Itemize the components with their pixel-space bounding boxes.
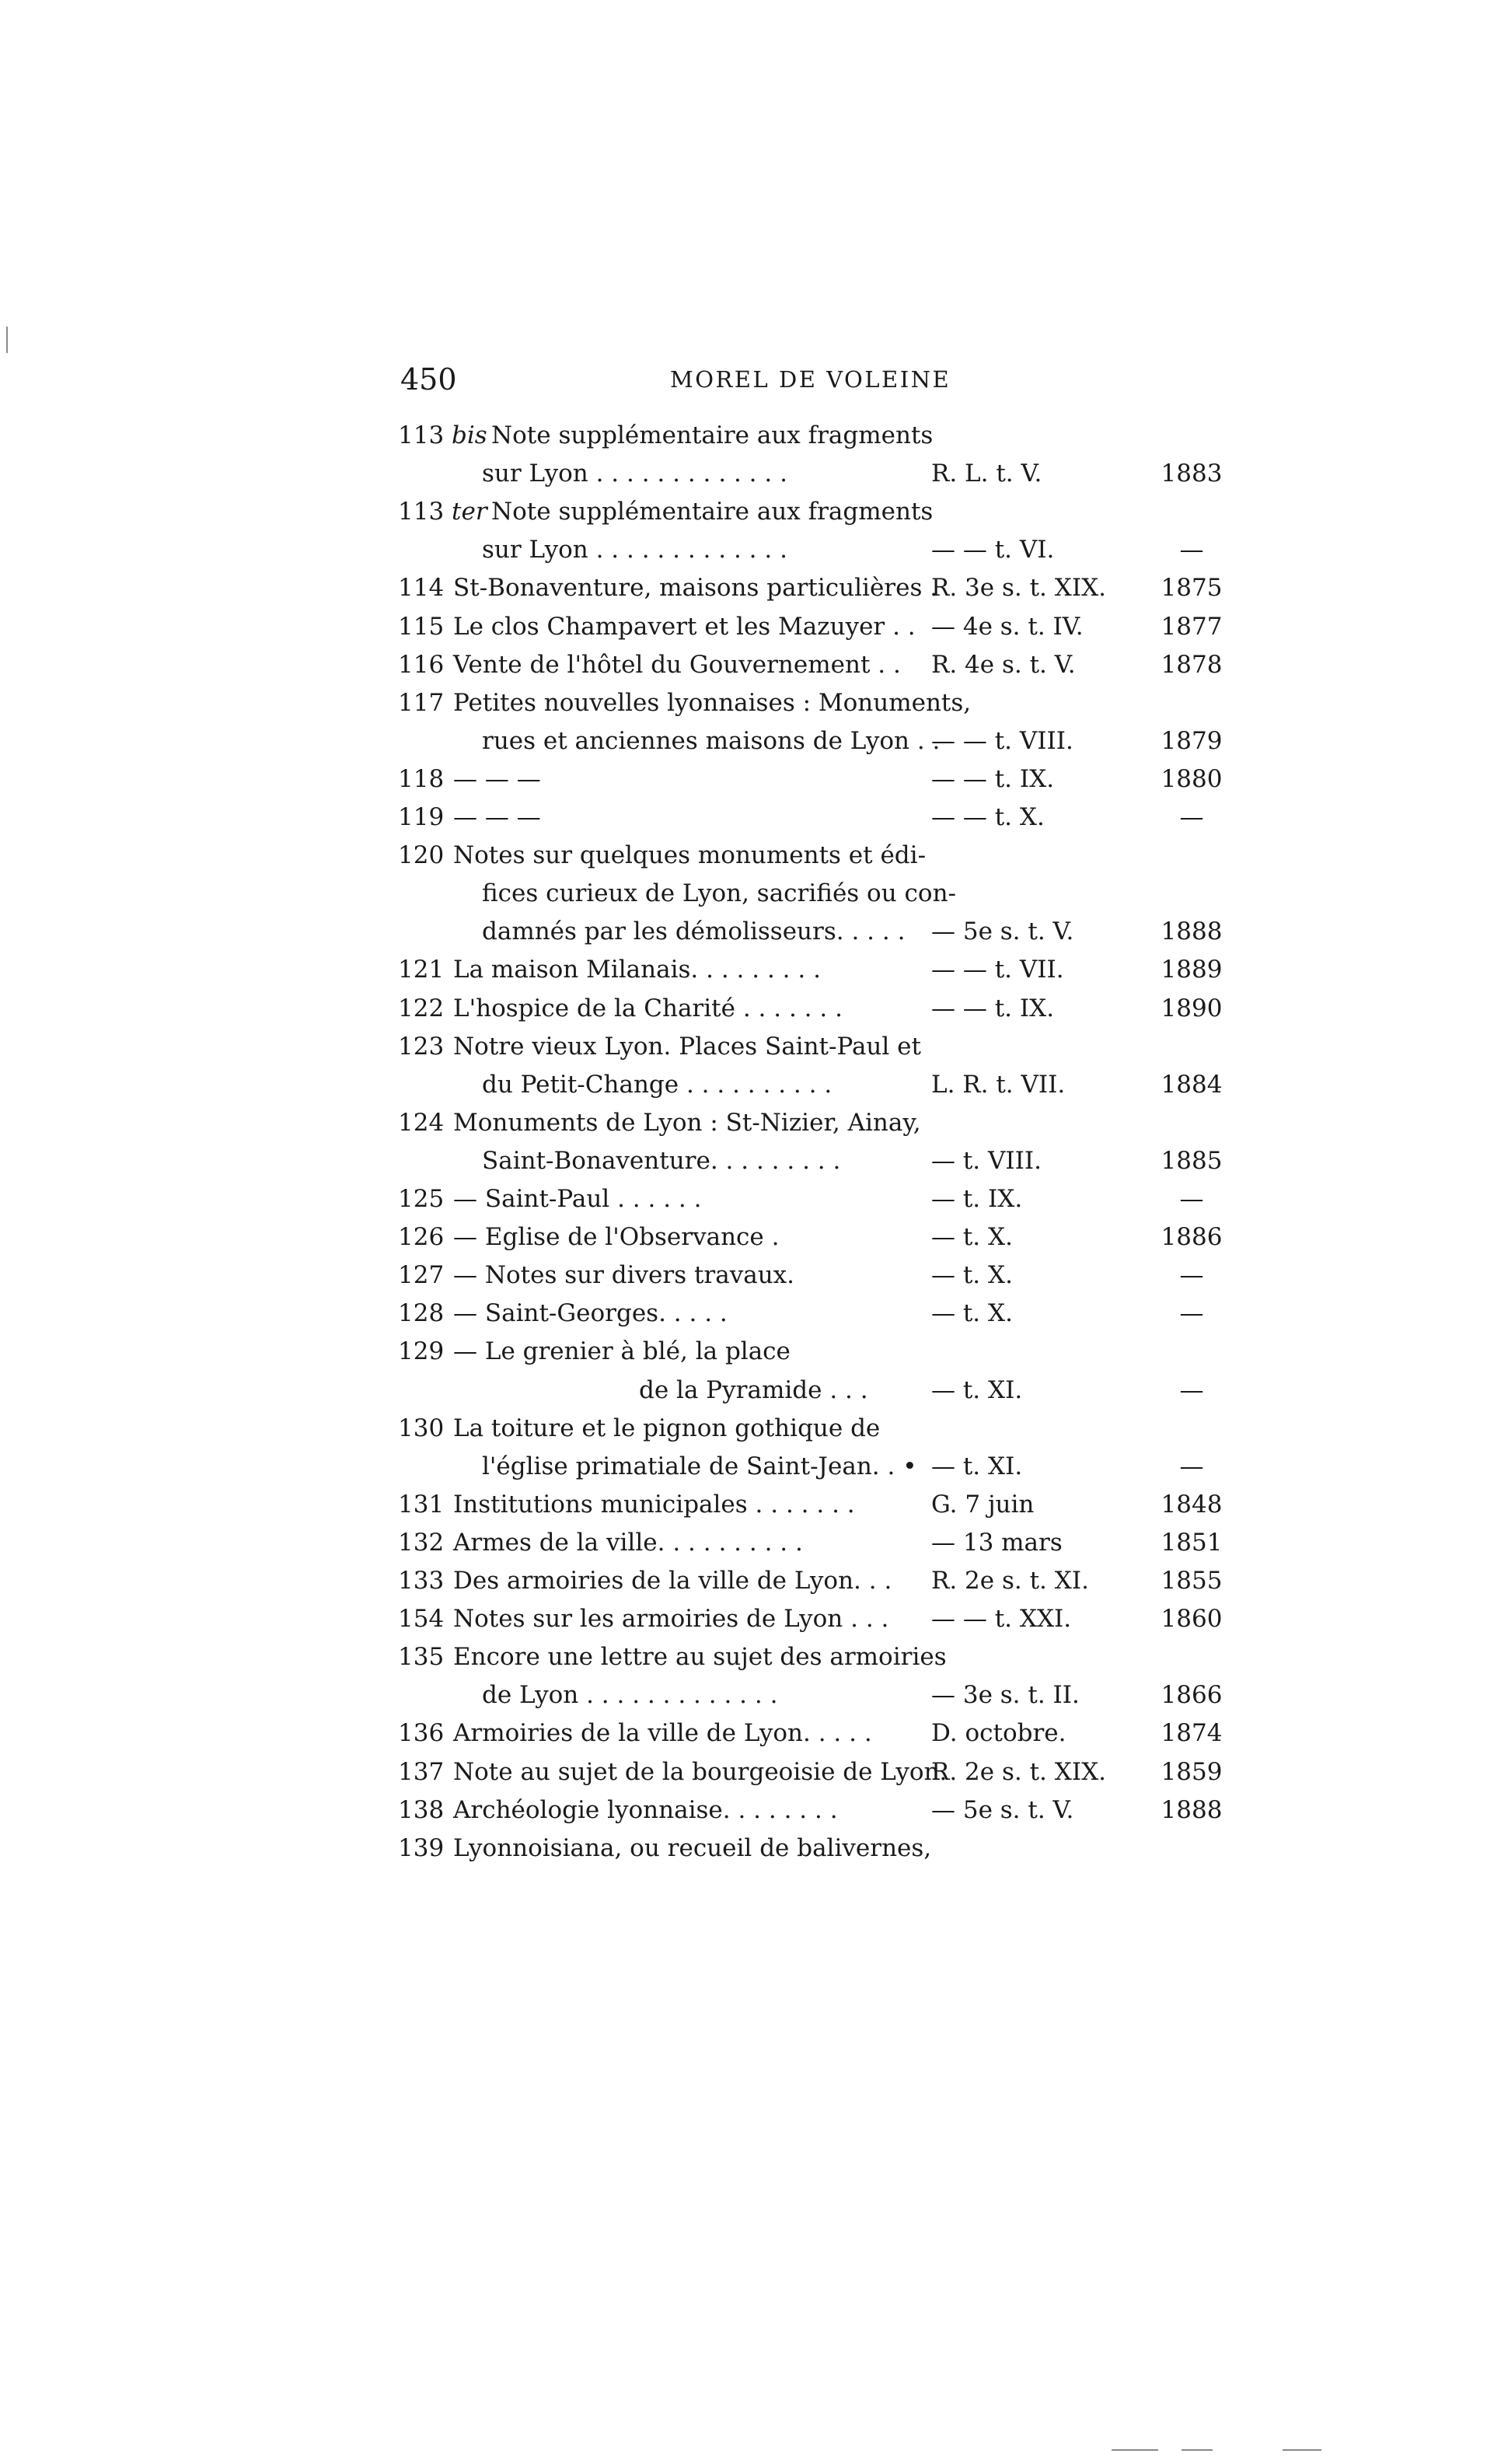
entry-title: La toiture et le pignon gothique de (453, 1414, 881, 1442)
entry-row (0, 648, 1487, 682)
entry-source: — 13 mars (931, 1528, 1063, 1557)
entry-row (0, 1640, 1487, 1674)
entry-title: Institutions municipales . . . . . . . (453, 1490, 855, 1519)
entry-year: 1888 (1161, 1795, 1223, 1824)
entry-source: — 5e s. t. V. (931, 1795, 1074, 1824)
scan-mark-bottom-2 (1182, 2449, 1213, 2451)
running-title: MOREL DE VOLEINE (670, 366, 951, 393)
entry-row (0, 1678, 1487, 1712)
entry-number: 113 ter (398, 498, 487, 526)
entry-row (0, 610, 1487, 644)
entry-number: 115 (398, 612, 445, 641)
entry-year: 1875 (1161, 574, 1223, 603)
entry-number: 154 (398, 1605, 445, 1634)
entry-source: — — t. XXI. (931, 1605, 1072, 1634)
entry-title: Note supplémentaire aux fragments (491, 498, 934, 526)
entry-number: 137 (398, 1757, 445, 1786)
entry-number: 131 (398, 1490, 445, 1519)
entry-year: — (1179, 1375, 1204, 1404)
entry-title: — — — (453, 803, 541, 831)
entry-year: — (1179, 536, 1204, 564)
scan-mark-left (6, 327, 8, 353)
entry-title: l'église primatiale de Saint-Jean. . • (482, 1452, 917, 1480)
entry-title: Note supplémentaire aux fragments (491, 421, 934, 449)
entry-year: 1890 (1161, 994, 1223, 1022)
entry-year: 1879 (1161, 726, 1223, 755)
entry-title: de la Pyramide . . . (639, 1375, 868, 1404)
entry-source: — — t. VIII. (931, 726, 1073, 755)
entry-row (0, 1602, 1487, 1636)
entry-source: — t. XI. (931, 1375, 1023, 1404)
entry-title: Des armoiries de la ville de Lyon. . . (453, 1567, 892, 1595)
entry-row (0, 1182, 1487, 1216)
entry-source: — t. X. (931, 1223, 1013, 1252)
entry-number: 117 (398, 688, 445, 717)
entry-number: 138 (398, 1795, 445, 1824)
entry-source: R. L. t. V. (931, 460, 1042, 488)
entry-source: L. R. t. VII. (931, 1070, 1066, 1099)
entry-title: La maison Milanais. . . . . . . . . (453, 956, 821, 984)
entry-title: Notes sur les armoiries de Lyon . . . (453, 1605, 889, 1634)
entry-source: R. 4e s. t. V. (931, 650, 1076, 679)
entry-title: St-Bonaventure, maisons particulières . (453, 574, 938, 603)
entry-row (0, 1526, 1487, 1560)
entry-title: Vente de l'hôtel du Gouvernement . . (453, 650, 901, 679)
entry-number: 121 (398, 956, 445, 984)
entry-number: 116 (398, 650, 445, 679)
entry-year: — (1179, 803, 1204, 831)
entry-number: 119 (398, 803, 445, 831)
entry-row (0, 1411, 1487, 1445)
entry-number: 130 (398, 1414, 445, 1442)
entry-source: — t. X. (931, 1261, 1013, 1290)
entry-row (0, 1296, 1487, 1330)
entry-number: 136 (398, 1719, 445, 1748)
entry-source: — t. VIII. (931, 1146, 1042, 1175)
entry-source: — 3e s. t. II. (931, 1681, 1080, 1710)
entry-title: — Saint-Georges. . . . . (453, 1299, 728, 1328)
entry-number: 124 (398, 1108, 445, 1137)
entry-title: damnés par les démolisseurs. . . . . (482, 917, 906, 946)
entry-title: Saint-Bonaventure. . . . . . . . . (482, 1146, 841, 1175)
entry-number: 118 (398, 764, 445, 793)
entry-title: Petites nouvelles lyonnaises : Monuments, (453, 688, 972, 717)
entry-title: Note au sujet de la bourgeoisie de Lyon. (453, 1757, 948, 1786)
entry-row (0, 418, 1487, 453)
entry-title: Archéologie lyonnaise. . . . . . . . (453, 1795, 838, 1824)
entry-year: 1880 (1161, 764, 1223, 793)
entry-title: Encore une lettre au sujet des armoiries (453, 1643, 947, 1672)
entry-title: — Saint-Paul . . . . . . (453, 1185, 702, 1213)
entry-source: R. 3e s. t. XIX. (931, 574, 1106, 603)
entry-year: 1883 (1161, 460, 1223, 488)
entry-source: — t. X. (931, 1299, 1013, 1328)
entry-source: — t. IX. (931, 1185, 1023, 1213)
entry-source: — 4e s. t. IV. (931, 612, 1084, 641)
entry-title: sur Lyon . . . . . . . . . . . . . (482, 536, 787, 564)
entry-year: 1886 (1161, 1223, 1223, 1252)
entry-number: 113 bis (398, 421, 487, 449)
entry-number: 129 (398, 1337, 445, 1366)
entry-row (0, 838, 1487, 872)
entry-source: — — t. IX. (931, 764, 1055, 793)
page-number: 450 (400, 362, 457, 397)
entry-title: rues et anciennes maisons de Lyon . . (482, 726, 941, 755)
entry-title: Notes sur quelques monuments et édi- (453, 841, 927, 870)
entry-row (0, 571, 1487, 605)
entry-year: 1884 (1161, 1070, 1223, 1099)
entry-title: Armes de la ville. . . . . . . . . . (453, 1528, 803, 1557)
entry-number: 139 (398, 1833, 445, 1862)
entry-number: 123 (398, 1032, 445, 1061)
entry-title: fices curieux de Lyon, sacrifiés ou con- (482, 879, 957, 908)
entry-row (0, 456, 1487, 491)
entry-title: Le clos Champavert et les Mazuyer . . (453, 612, 916, 641)
entry-source: — — t. X. (931, 803, 1045, 831)
entry-title: L'hospice de la Charité . . . . . . . (453, 994, 843, 1022)
entry-row (0, 876, 1487, 910)
entry-number: 120 (398, 841, 445, 870)
entry-year: — (1179, 1185, 1204, 1213)
entry-year: 1851 (1161, 1528, 1223, 1557)
entry-year: 1860 (1161, 1605, 1223, 1634)
entry-row (0, 724, 1487, 758)
entry-row (0, 952, 1487, 987)
entry-title: Notre vieux Lyon. Places Saint-Paul et (453, 1032, 921, 1061)
entry-number: 126 (398, 1223, 445, 1252)
entry-source: D. octobre. (931, 1719, 1066, 1748)
entry-title: Armoiries de la ville de Lyon. . . . . (453, 1719, 872, 1748)
entry-number: 132 (398, 1528, 445, 1557)
entry-row (0, 1793, 1487, 1827)
entry-year: 1878 (1161, 650, 1223, 679)
entry-title: — Eglise de l'Observance . (453, 1223, 780, 1252)
entry-title: — — — (453, 764, 541, 793)
entry-year: 1888 (1161, 917, 1223, 946)
entry-row (0, 1068, 1487, 1102)
entry-year: 1885 (1161, 1146, 1223, 1175)
entry-number: 114 (398, 574, 445, 603)
entry-title: sur Lyon . . . . . . . . . . . . . (482, 460, 787, 488)
entry-title: Monuments de Lyon : St-Nizier, Ainay, (453, 1108, 921, 1137)
entry-source: — t. XI. (931, 1452, 1023, 1480)
entry-row (0, 762, 1487, 796)
scan-mark-bottom-1 (1112, 2449, 1158, 2451)
entry-row (0, 686, 1487, 720)
entry-row (0, 1373, 1487, 1407)
entry-row (0, 1334, 1487, 1368)
entry-source: R. 2e s. t. XIX. (931, 1757, 1106, 1786)
entry-title: Lyonnoisiana, ou recueil de balivernes, (453, 1833, 932, 1862)
entry-year: 1859 (1161, 1757, 1223, 1786)
entry-row (0, 1831, 1487, 1865)
entry-source: — — t. IX. (931, 994, 1055, 1022)
entry-title: — Le grenier à blé, la place (453, 1337, 791, 1366)
entry-row (0, 991, 1487, 1026)
entry-row (0, 1220, 1487, 1254)
entry-number: 133 (398, 1567, 445, 1595)
entry-year: 1889 (1161, 956, 1223, 984)
entry-row (0, 495, 1487, 529)
entry-row (0, 1258, 1487, 1292)
entry-number: 122 (398, 994, 445, 1022)
entry-source: — — t. VI. (931, 536, 1055, 564)
entry-row (0, 1449, 1487, 1484)
entry-year: — (1179, 1299, 1204, 1328)
entry-row (0, 800, 1487, 834)
entry-row (0, 533, 1487, 567)
entry-row (0, 1029, 1487, 1064)
entry-year: 1848 (1161, 1490, 1223, 1519)
entry-year: 1874 (1161, 1719, 1223, 1748)
entry-row (0, 1106, 1487, 1140)
entry-row (0, 1564, 1487, 1598)
entry-row (0, 1144, 1487, 1178)
entry-row (0, 1716, 1487, 1750)
entry-number: 127 (398, 1261, 445, 1290)
entry-number: 135 (398, 1643, 445, 1672)
scan-mark-bottom-3 (1283, 2449, 1321, 2451)
entry-source: — — t. VII. (931, 956, 1064, 984)
entry-title: du Petit-Change . . . . . . . . . . (482, 1070, 833, 1099)
entry-year: 1855 (1161, 1567, 1223, 1595)
entry-row (0, 1487, 1487, 1522)
entry-source: — 5e s. t. V. (931, 917, 1074, 946)
entry-source: R. 2e s. t. XI. (931, 1567, 1089, 1595)
entry-row (0, 914, 1487, 949)
entry-title: de Lyon . . . . . . . . . . . . . (482, 1681, 778, 1710)
entry-title: — Notes sur divers travaux. (453, 1261, 795, 1290)
entry-row (0, 1755, 1487, 1789)
entry-year: — (1179, 1261, 1204, 1290)
entry-year: 1866 (1161, 1681, 1223, 1710)
entry-number: 128 (398, 1299, 445, 1328)
entry-number: 125 (398, 1185, 445, 1213)
entry-year: 1877 (1161, 612, 1223, 641)
entry-year: — (1179, 1452, 1204, 1480)
entry-source: G. 7 juin (931, 1490, 1035, 1519)
